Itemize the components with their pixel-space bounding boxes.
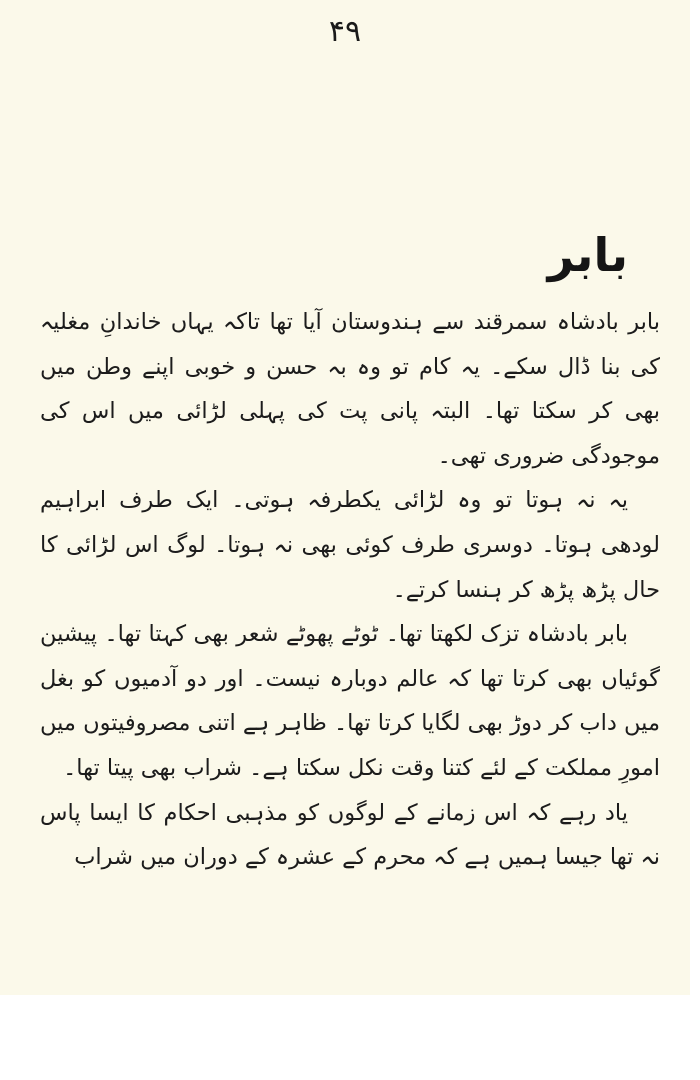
- page-number: ۴۹: [328, 14, 362, 49]
- paragraph-1: بابر بادشاہ سمرقند سے ہندوستان آیا تھا تاکہ یہاں خاندانِ مغلیہ کی بنا ڈال سکے۔ یہ کام تو وہ بہ حسن و خوبی اپنے وطن میں بھی کر سکتا تھا۔ البتہ پانی پت کی پہلی لڑائی میں اس کی موجودگی ضروری تھی۔: [40, 309, 660, 469]
- paragraph-3: بابر بادشاہ تزک لکھتا تھا۔ ٹوٹے پھوٹے شعر بھی کہتا تھا۔ پیشین گوئیاں بھی کرتا تھا کہ عالم دوبارہ نیست۔ اور دو آدمیوں کو بغل میں داب کر دوڑ بھی لگایا کرتا تھا۔ ظاہر ہے اتنی مصروفیتوں میں امورِ مملکت کے لئے کتنا وقت نکل سکتا ہے۔ شراب بھی پیتا تھا۔: [40, 621, 660, 781]
- chapter-title: بابر: [547, 228, 628, 282]
- scan-margin: [0, 995, 700, 1080]
- paragraph-2: یہ نہ ہوتا تو وہ لڑائی یکطرفہ ہوتی۔ ایک طرف ابراہیم لودھی ہوتا۔ دوسری طرف کوئی بھی نہ ہوتا۔ لوگ اس لڑائی کا حال پڑھ پڑھ کر ہنسا کرتے۔: [40, 487, 660, 603]
- page-body: [40, 300, 660, 880]
- paragraph-4: یاد رہے کہ اس زمانے کے لوگوں کو مذہبی احکام کا ایسا پاس نہ تھا جیسا ہمیں ہے کہ محرم کے عشرہ کے دوران میں شراب: [40, 799, 660, 871]
